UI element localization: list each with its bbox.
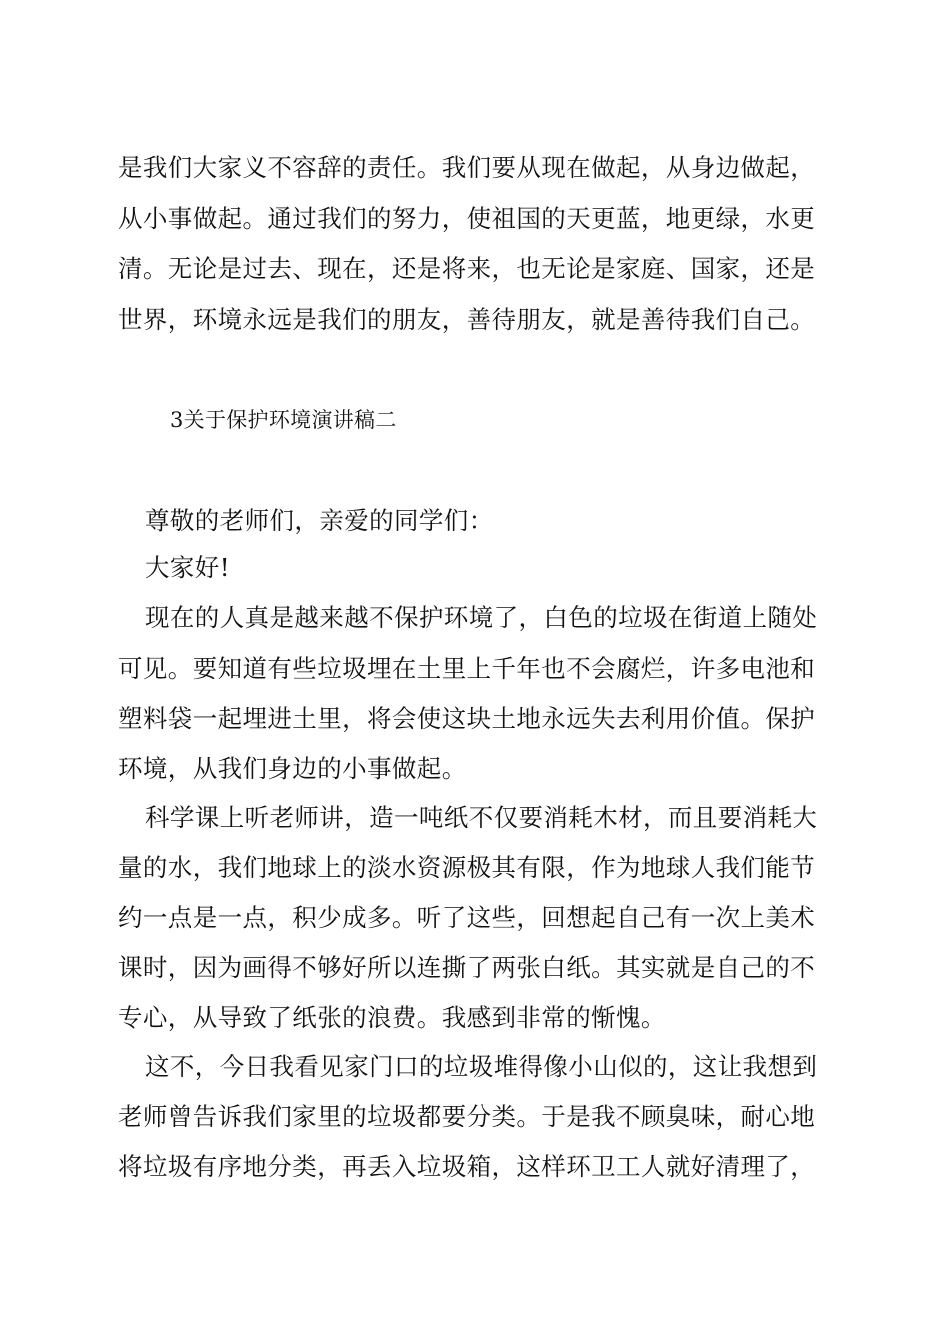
paragraph-1-line-1: 是我们大家义不容辞的责任。我们要从现在做起，从身边做起，: [118, 153, 816, 182]
paragraph-3-line-1: 科学课上听老师讲，造一吨纸不仅要消耗木材，而且要消耗大: [145, 803, 818, 832]
paragraph-1-line-2: 从小事做起。通过我们的努力，使祖国的天更蓝，地更绿，水更: [118, 204, 816, 233]
paragraph-2-line-4: 环境，从我们身边的小事做起。: [118, 754, 467, 783]
paragraph-3-line-3: 约一点是一点，积少成多。听了这些，回想起自己有一次上美术: [118, 903, 816, 932]
greeting: 大家好!: [145, 553, 230, 582]
paragraph-2-line-3: 塑料袋一起埋进土里，将会使这块土地永远失去利用价值。保护: [118, 704, 816, 733]
paragraph-3-line-2: 量的水，我们地球上的淡水资源极其有限，作为地球人我们能节: [118, 853, 816, 882]
paragraph-4-line-1: 这不，今日我看见家门口的垃圾堆得像小山似的，这让我想到: [145, 1052, 818, 1081]
paragraph-1-line-3: 清。无论是过去、现在，还是将来，也无论是家庭、国家，还是: [118, 254, 816, 283]
paragraph-4-line-2: 老师曾告诉我们家里的垃圾都要分类。于是我不顾臭味，耐心地: [118, 1102, 816, 1131]
section-heading: 3关于保护环境演讲稿二: [170, 408, 397, 432]
paragraph-3-line-5: 专心，从导致了纸张的浪费。我感到非常的惭愧。: [118, 1003, 666, 1032]
paragraph-3-line-4: 课时，因为画得不够好所以连撕了两张白纸。其实就是自己的不: [118, 953, 816, 982]
paragraph-2-line-2: 可见。要知道有些垃圾埋在土里上千年也不会腐烂，许多电池和: [118, 654, 816, 683]
paragraph-4-line-3: 将垃圾有序地分类，再丢入垃圾箱，这样环卫工人就好清理了，: [118, 1152, 816, 1181]
salutation: 尊敬的老师们，亲爱的同学们：: [145, 506, 494, 535]
paragraph-2-line-1: 现在的人真是越来越不保护环境了，白色的垃圾在街道上随处: [145, 603, 818, 632]
paragraph-1-line-4: 世界，环境永远是我们的朋友，善待朋友，就是善待我们自己。: [118, 305, 816, 334]
